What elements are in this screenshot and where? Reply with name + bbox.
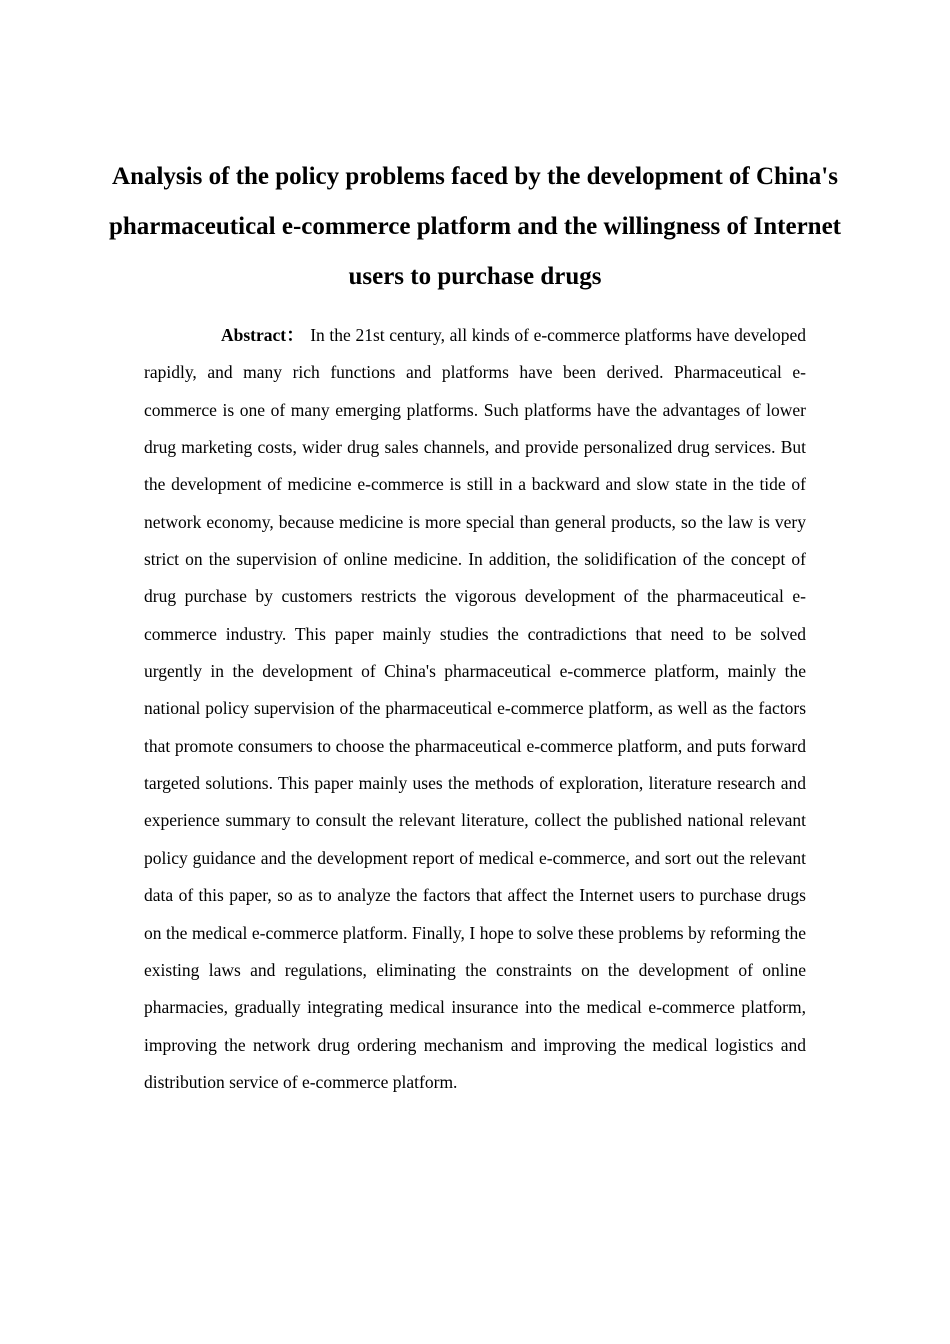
abstract-label: Abstract <box>221 325 287 345</box>
abstract-separator: ： <box>286 325 305 345</box>
paper-title: Analysis of the policy problems faced by the development of China's pharmaceutical e-commerce platform and the willingness of Internet users to purchase drugs <box>108 163 842 290</box>
abstract-paragraph <box>144 317 806 1101</box>
abstract-text: In the 21st century, all kinds of e-commerce platforms have developed rapidly, and many rich functions and platforms have been derived. Pharmaceutical e-commerce is one of many emerging platforms. Such platforms have the advantages of lower drug marketing costs, wider drug sales channels, and provide personalized drug services. But the development of medicine e-commerce is still in a backward and slow state in the tide of network economy, because medicine is more special than general products, so the law is very strict on the supervision of online medicine. In addition, the solidification of the concept of drug purchase by customers restricts the vigorous development of the pharmaceutical e-commerce industry. This paper mainly studies the contradictions that need to be solved urgently in the development of China's pharmaceutical e-commerce platform, mainly the national policy supervision of the pharmaceutical e-commerce platform, as well as the factors that promote consumers to choose the pharmaceutical e-commerce platform, and puts forward targeted solutions. This paper mainly uses the methods of exploration, literature research and experience summary to consult the relevant literature, collect the published national relevant policy guidance and the development report of medical e-commerce, and sort out the relevant data of this paper, so as to analyze the factors that affect the Internet users to purchase drugs on the medical e-commerce platform. Finally, I hope to solve these problems by reforming the existing laws and regulations, eliminating the constraints on the development of online pharmacies, gradually integrating medical insurance into the medical e-commerce platform, improving the network drug ordering mechanism and improving the medical logistics and distribution service of e-commerce platform. <box>144 325 807 1092</box>
